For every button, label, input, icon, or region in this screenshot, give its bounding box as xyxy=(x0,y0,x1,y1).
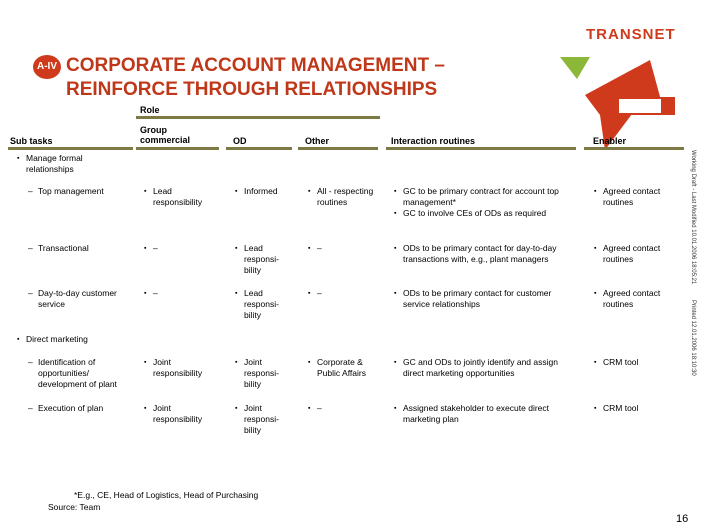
row-task: – Day-to-day customer service xyxy=(38,288,128,310)
row-task: – Execution of plan xyxy=(38,403,128,414)
row-other: ▪ All - respecting routines xyxy=(317,186,382,208)
row-interaction: ▪ GC and ODs to jointly identify and assign direct marketing opportunities xyxy=(403,357,578,379)
subtasks-header: Sub tasks xyxy=(10,136,53,146)
od-header: OD xyxy=(233,136,247,146)
row-od: ▪ Lead responsi-bility xyxy=(244,288,289,321)
row-task: – Identification of opportunities/ development of plant xyxy=(38,357,128,390)
section-label: ▪ Direct marketing xyxy=(26,334,88,345)
row-interaction: ▪ ODs to be primary contact for customer service relationships xyxy=(403,288,578,310)
row-interaction: ▪ GC to involve CEs of ODs as required xyxy=(403,208,578,219)
row-other: ▪ – xyxy=(317,243,382,254)
divider xyxy=(136,116,380,119)
row-group: ▪ – xyxy=(153,288,218,299)
row-task: – Transactional xyxy=(38,243,128,254)
section-badge: A-IV xyxy=(33,55,61,79)
row-enabler: ▪ CRM tool xyxy=(603,357,673,368)
row-od: ▪ Informed xyxy=(244,186,289,197)
source: Source: Team xyxy=(48,502,101,512)
brand-logo-text: TRANSNET xyxy=(586,26,676,43)
row-group: ▪ Joint responsibility xyxy=(153,357,218,379)
row-enabler: ▪ Agreed contact routines xyxy=(603,288,673,310)
row-od: ▪ Lead responsi-bility xyxy=(244,243,289,276)
other-header: Other xyxy=(305,136,330,146)
row-group: ▪ Joint responsibility xyxy=(153,403,218,425)
row-other: ▪ – xyxy=(317,403,382,414)
row-other: ▪ – xyxy=(317,288,382,299)
row-enabler: ▪ Agreed contact routines xyxy=(603,243,673,265)
row-od: ▪ Joint responsi-bility xyxy=(244,357,289,390)
row-task: – Top management xyxy=(38,186,128,197)
draft-label: Working Draft - Last Modified 10.01.2006 18:05:21 xyxy=(690,150,696,285)
title-line-1: CORPORATE ACCOUNT MANAGEMENT – xyxy=(66,55,445,76)
printed-label: Printed 12.01.2006 18:10:30 xyxy=(690,300,696,376)
row-group: ▪ – xyxy=(153,243,218,254)
row-other: ▪ Corporate & Public Affairs xyxy=(317,357,382,379)
row-interaction: ▪ GC to be primary contract for account top management* xyxy=(403,186,578,208)
section-label: ▪ Manage formal relationships xyxy=(26,153,126,175)
role-header: Role xyxy=(140,105,160,115)
footnote: *E.g., CE, Head of Logistics, Head of Purchasing xyxy=(74,490,259,500)
page-title xyxy=(66,54,445,102)
interaction-header: Interaction routines xyxy=(391,136,476,146)
group-header: Group commercial xyxy=(140,125,191,145)
row-group: ▪ Lead responsibility xyxy=(153,186,218,208)
row-interaction: ▪ Assigned stakeholder to execute direct marketing plan xyxy=(403,403,578,425)
page-number: 16 xyxy=(676,513,689,525)
row-interaction: ▪ ODs to be primary contact for day-to-day transactions with, e.g., plant managers xyxy=(403,243,578,265)
row-enabler: ▪ Agreed contact routines xyxy=(603,186,673,208)
enabler-header: Enabler xyxy=(593,136,627,146)
row-od: ▪ Joint responsi-bility xyxy=(244,403,289,436)
title-line-2: REINFORCE THROUGH RELATIONSHIPS xyxy=(66,79,438,100)
row-enabler: ▪ CRM tool xyxy=(603,403,673,414)
